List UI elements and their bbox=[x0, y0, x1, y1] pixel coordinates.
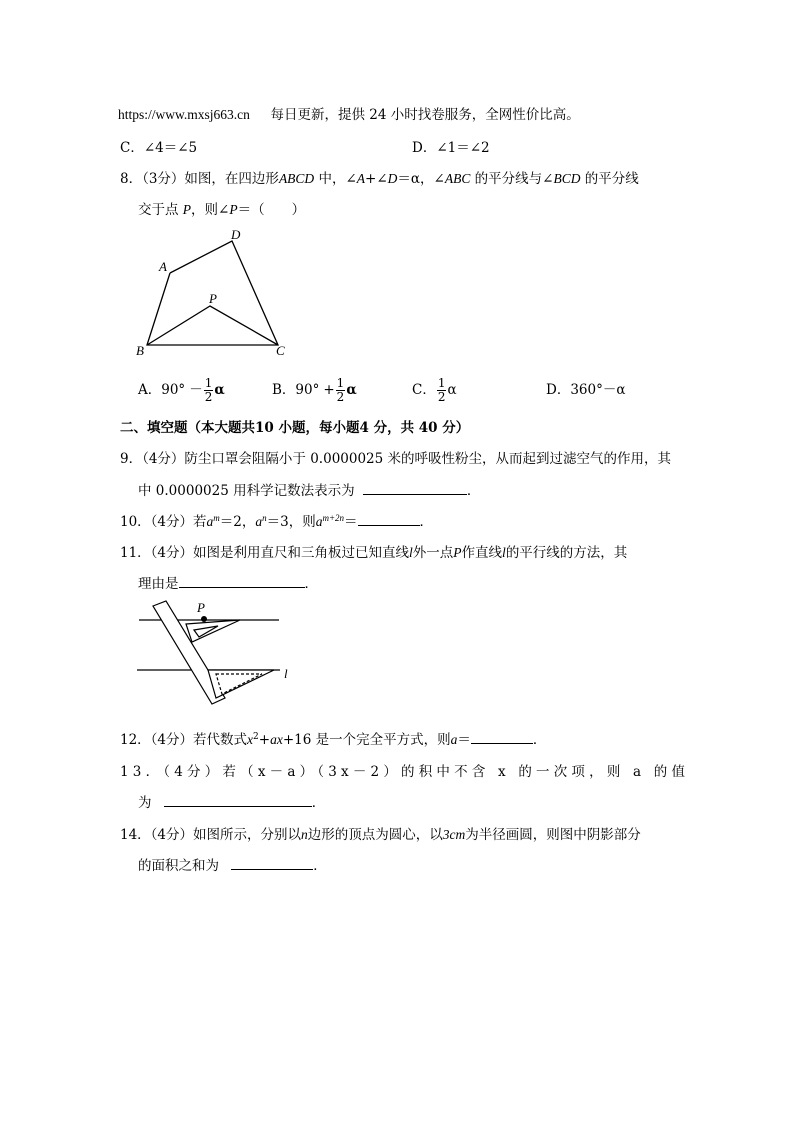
q10-answer-blank[interactable] bbox=[358, 513, 420, 526]
q8-line1: 8．（3分）如图，在四边形ABCD 中，∠A+∠D＝α，∠ABC 的平分线与∠BCD 的平分线 bbox=[120, 171, 639, 187]
q13-line2: 为 ． bbox=[138, 795, 326, 811]
fraction-half: $\frac{1}{2}$ bbox=[336, 376, 345, 404]
q13-answer-blank[interactable] bbox=[164, 794, 312, 807]
q11-answer-blank[interactable] bbox=[179, 575, 305, 588]
label-p: P bbox=[209, 291, 217, 306]
q9-line1: 9．（4分）防尘口罩会阻隔小于 0.0000025 米的呼吸性粉尘，从而起到过滤空气的作用，其 bbox=[120, 451, 672, 467]
bisector-lines bbox=[147, 306, 278, 345]
header-url[interactable]: https://www.mxsj663.cn bbox=[118, 107, 250, 122]
q8-line2: 交于点 P，则∠P＝（ ） bbox=[138, 202, 306, 218]
q11-line1: 11．（4分）如图是利用直尺和三角板过已知直线l外一点P作直线l的平行线的方法，其 bbox=[120, 545, 628, 561]
point-p bbox=[201, 616, 207, 622]
label-a: A bbox=[159, 259, 167, 274]
q14-line1: 14．（4分）如图所示，分别以n边形的顶点为圆心，以3cm为半径画圆，则图中阴影部分 bbox=[120, 827, 641, 843]
q7-option-c: C．∠4＝∠5 bbox=[120, 140, 198, 156]
q14-answer-blank[interactable] bbox=[231, 857, 313, 870]
q12-answer-blank[interactable] bbox=[471, 731, 533, 744]
label-d: D bbox=[231, 227, 241, 242]
q8-option-d: D．360°－α bbox=[546, 382, 626, 398]
q9-line2: 中 0.0000025 用科学记数法表示为 ． bbox=[138, 483, 481, 499]
q12-line: 12．（4分）若代数式$x^2+ax+16$ 是一个完全平方式，则a＝ ． bbox=[120, 732, 547, 748]
q8-quadrilateral-figure bbox=[130, 225, 300, 365]
q11-ruler-triangle-figure bbox=[134, 598, 304, 710]
q11-line2: 理由是 ． bbox=[138, 576, 318, 592]
q8-option-a: A．90° － $\frac{1}{2}$ α bbox=[138, 376, 225, 404]
q8-option-b: B．90° + $\frac{1}{2}$ α bbox=[272, 376, 357, 404]
label-l: l bbox=[284, 666, 288, 681]
label-b: B bbox=[136, 343, 144, 358]
q7-option-d: D．∠1＝∠2 bbox=[412, 140, 490, 156]
q9-answer-blank[interactable] bbox=[363, 482, 467, 495]
label-p: P bbox=[197, 600, 205, 615]
fraction-half: $\frac{1}{2}$ bbox=[204, 376, 213, 404]
q8-option-c: C． $\frac{1}{2}$ α bbox=[412, 376, 457, 404]
fraction-half: $\frac{1}{2}$ bbox=[437, 376, 446, 404]
q10-line: 10．（4分）若$a^m=2$，$a^n=3$，则$a^{m+2n}=$ ． bbox=[120, 513, 434, 530]
label-c: C bbox=[276, 343, 285, 358]
header-line bbox=[118, 103, 580, 123]
q13-line1: 13．（4分）若（x－a）（3x－2）的积中不含 x 的一次项，则 a 的值 bbox=[120, 764, 690, 780]
header-slogan: 每日更新，提供 24 小时找卷服务，全网性价比高。 bbox=[270, 107, 580, 123]
section-2-title: 二、填空题（本大题共10 小题，每小题4 分，共 40 分） bbox=[120, 420, 470, 436]
q14-line2: 的面积之和为 ． bbox=[138, 858, 327, 874]
